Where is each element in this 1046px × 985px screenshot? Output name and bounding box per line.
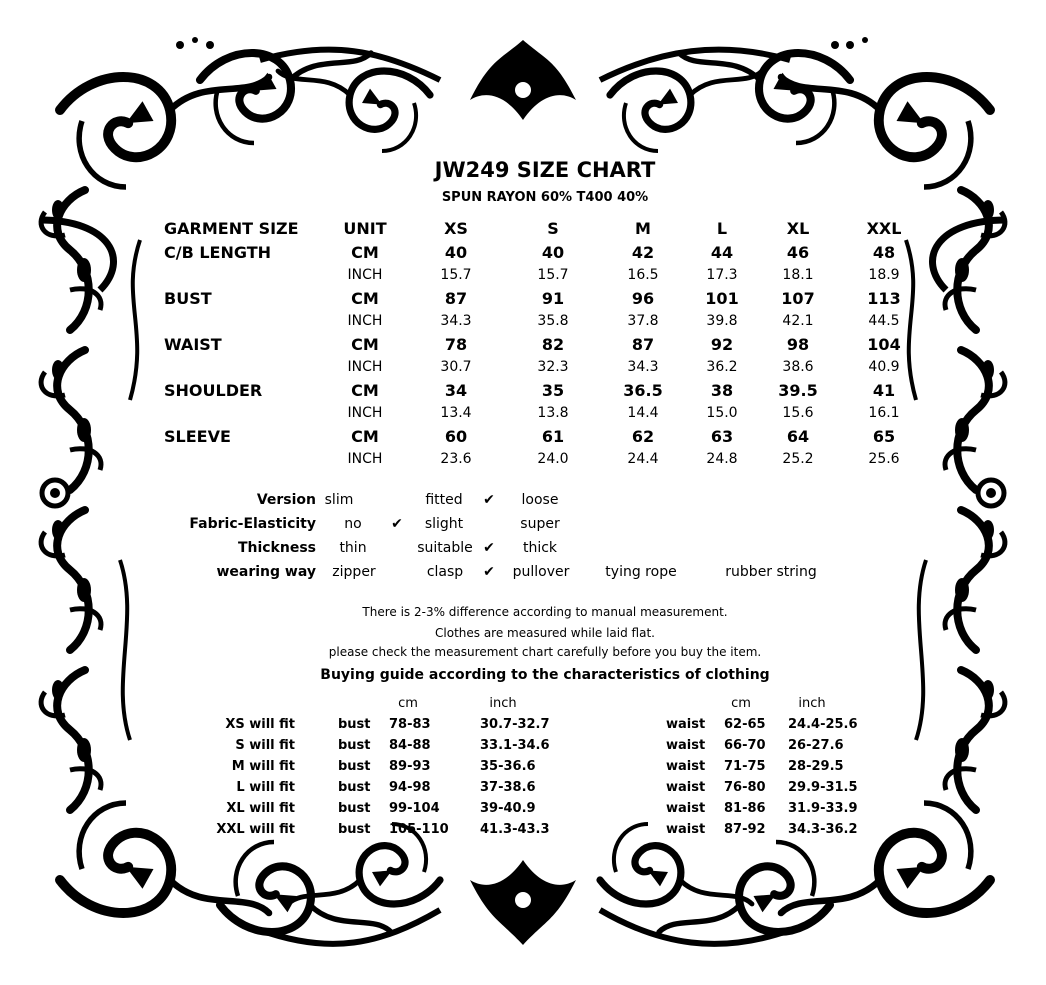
cm-value: 38: [710, 381, 734, 400]
inch-value: 44.5: [868, 313, 900, 329]
inch-value: 14.4: [627, 405, 659, 421]
guide-cm-range: 78-83: [389, 717, 431, 732]
guide-cm-range: 81-86: [724, 801, 766, 816]
cm-value: 40: [541, 243, 565, 262]
guide-size-label: M will fit: [231, 759, 295, 774]
cm-value: 92: [710, 335, 734, 354]
inch-value: 13.4: [440, 405, 472, 421]
inch-value: 18.1: [782, 267, 814, 283]
guide-cm-range: 87-92: [724, 822, 766, 837]
unit-cm: CM: [351, 289, 379, 308]
inch-value: 15.0: [706, 405, 738, 421]
guide-inch-range: 30.7-32.7: [480, 717, 550, 732]
cm-value: 107: [781, 289, 815, 308]
guide-inch-range: 26-27.6: [788, 738, 844, 753]
cm-value: 44: [710, 243, 734, 262]
cm-value: 62: [631, 427, 655, 446]
feature-label: Thickness: [237, 540, 316, 556]
inch-value: 37.8: [627, 313, 659, 329]
cm-value: 101: [705, 289, 739, 308]
inch-value: 30.7: [440, 359, 472, 375]
inch-value: 13.8: [537, 405, 569, 421]
cm-value: 64: [786, 427, 810, 446]
guide-size-label: XL will fit: [226, 801, 295, 816]
feature-option: pullover: [512, 564, 570, 580]
inch-value: 15.6: [782, 405, 814, 421]
measurement-label: BUST: [164, 289, 212, 308]
cm-value: 91: [541, 289, 565, 308]
cm-value: 35: [541, 381, 565, 400]
cm-value: 96: [631, 289, 655, 308]
check-icon: ✔: [483, 492, 495, 508]
guide-inch-header: inch: [798, 696, 826, 711]
guide-cm-range: 99-104: [389, 801, 440, 816]
inch-value: 16.1: [868, 405, 900, 421]
cm-value: 87: [444, 289, 468, 308]
cm-value: 104: [867, 335, 901, 354]
unit-inch: INCH: [347, 405, 383, 421]
feature-label: Version: [256, 492, 316, 508]
guide-inch-range: 31.9-33.9: [788, 801, 858, 816]
guide-size-label: S will fit: [235, 738, 295, 753]
unit-inch: INCH: [347, 267, 383, 283]
cm-value: 78: [444, 335, 468, 354]
feature-option: no: [344, 516, 362, 532]
inch-value: 24.0: [537, 451, 569, 467]
guide-cm-header: cm: [731, 696, 751, 711]
guide-inch-range: 34.3-36.2: [788, 822, 858, 837]
check-icon: ✔: [483, 540, 495, 556]
guide-cm-range: 66-70: [724, 738, 766, 753]
guide-measure: waist: [666, 759, 706, 774]
guide-cm-range: 94-98: [389, 780, 431, 795]
measurement-label: SLEEVE: [164, 427, 231, 446]
unit-cm: CM: [351, 381, 379, 400]
feature-option: zipper: [332, 564, 376, 580]
feature-option: slight: [424, 516, 464, 532]
guide-cm-range: 84-88: [389, 738, 431, 753]
inch-value: 16.5: [627, 267, 659, 283]
frame-right: [906, 190, 1006, 810]
inch-value: 24.4: [627, 451, 659, 467]
inch-value: 38.6: [782, 359, 814, 375]
header-size-xxl: XXL: [866, 219, 902, 238]
feature-option: thick: [522, 540, 558, 556]
guide-inch-range: 41.3-43.3: [480, 822, 550, 837]
guide-cm-range: 76-80: [724, 780, 766, 795]
unit-cm: CM: [351, 335, 379, 354]
header-size-m: M: [635, 219, 651, 238]
page-title: JW249 SIZE CHART: [434, 158, 656, 182]
inch-value: 25.2: [782, 451, 814, 467]
fabric-subtitle: SPUN RAYON 60% T400 40%: [441, 190, 649, 205]
unit-cm: CM: [351, 243, 379, 262]
buying-guide-title: Buying guide according to the characteristics of clothing: [320, 667, 770, 683]
cm-value: 61: [541, 427, 565, 446]
feature-option: thin: [339, 540, 367, 556]
header-size-l: L: [716, 219, 728, 238]
cm-value: 40: [444, 243, 468, 262]
guide-inch-header: inch: [489, 696, 517, 711]
cm-value: 48: [872, 243, 896, 262]
feature-label: Fabric-Elasticity: [189, 516, 316, 532]
header-size-xs: XS: [444, 219, 468, 238]
cm-value: 63: [710, 427, 734, 446]
cm-value: 36.5: [623, 381, 663, 400]
feature-option: tying rope: [605, 564, 677, 580]
inch-value: 15.7: [537, 267, 569, 283]
cm-value: 41: [872, 381, 896, 400]
guide-measure: waist: [666, 780, 706, 795]
inch-value: 40.9: [868, 359, 900, 375]
inch-value: 32.3: [537, 359, 569, 375]
guide-cm-range: 62-65: [724, 717, 766, 732]
feature-option: fitted: [425, 492, 463, 508]
guide-measure: waist: [666, 717, 706, 732]
header-garment-size: GARMENT SIZE: [164, 219, 299, 238]
feature-option: suitable: [417, 540, 473, 556]
inch-value: 39.8: [706, 313, 738, 329]
cm-value: 34: [444, 381, 468, 400]
guide-measure: bust: [338, 801, 371, 816]
cm-value: 113: [867, 289, 901, 308]
guide-measure: waist: [666, 801, 706, 816]
guide-inch-range: 29.9-31.5: [788, 780, 858, 795]
measurement-label: WAIST: [164, 335, 222, 354]
guide-inch-range: 39-40.9: [480, 801, 536, 816]
header-size-xl: XL: [786, 219, 810, 238]
inch-value: 36.2: [706, 359, 738, 375]
guide-size-label: XS will fit: [225, 717, 295, 732]
guide-measure: bust: [338, 738, 371, 753]
unit-inch: INCH: [347, 451, 383, 467]
guide-inch-range: 33.1-34.6: [480, 738, 550, 753]
guide-size-label: XXL will fit: [216, 822, 295, 837]
inch-value: 34.3: [627, 359, 659, 375]
check-icon: ✔: [483, 564, 495, 580]
feature-option: super: [520, 516, 560, 532]
measurement-label: C/B LENGTH: [164, 243, 272, 262]
feature-label: wearing way: [216, 564, 316, 580]
cm-value: 82: [541, 335, 565, 354]
note-line: There is 2-3% difference according to manual measurement.: [362, 605, 728, 619]
guide-measure: waist: [666, 738, 706, 753]
inch-value: 24.8: [706, 451, 738, 467]
guide-inch-range: 35-36.6: [480, 759, 536, 774]
guide-measure: bust: [338, 780, 371, 795]
guide-measure: waist: [666, 822, 706, 837]
guide-inch-range: 37-38.6: [480, 780, 536, 795]
frame-left: [40, 190, 140, 810]
guide-measure: bust: [338, 822, 371, 837]
inch-value: 34.3: [440, 313, 472, 329]
guide-cm-range: 105-110: [389, 822, 449, 837]
unit-inch: INCH: [347, 313, 383, 329]
guide-measure: bust: [338, 717, 371, 732]
inch-value: 17.3: [706, 267, 738, 283]
guide-inch-range: 24.4-25.6: [788, 717, 858, 732]
feature-option: slim: [324, 492, 354, 508]
inch-value: 18.9: [868, 267, 900, 283]
cm-value: 46: [786, 243, 810, 262]
inch-value: 25.6: [868, 451, 900, 467]
cm-value: 65: [872, 427, 896, 446]
guide-inch-range: 28-29.5: [788, 759, 844, 774]
note-line: Clothes are measured while laid flat.: [435, 626, 655, 640]
feature-option: rubber string: [725, 564, 817, 580]
guide-measure: bust: [338, 759, 371, 774]
note-line: please check the measurement chart carefully before you buy the item.: [328, 645, 762, 659]
guide-cm-header: cm: [398, 696, 418, 711]
unit-cm: CM: [351, 427, 379, 446]
guide-size-label: L will fit: [236, 780, 295, 795]
cm-value: 42: [631, 243, 655, 262]
header-unit: UNIT: [343, 219, 387, 238]
guide-cm-range: 89-93: [389, 759, 431, 774]
inch-value: 35.8: [537, 313, 569, 329]
feature-option: clasp: [426, 564, 464, 580]
unit-inch: INCH: [347, 359, 383, 375]
cm-value: 60: [444, 427, 468, 446]
inch-value: 15.7: [440, 267, 472, 283]
measurement-label: SHOULDER: [164, 381, 263, 400]
inch-value: 23.6: [440, 451, 472, 467]
guide-cm-range: 71-75: [724, 759, 766, 774]
inch-value: 42.1: [782, 313, 814, 329]
cm-value: 87: [631, 335, 655, 354]
check-icon: ✔: [391, 516, 403, 532]
cm-value: 98: [786, 335, 810, 354]
feature-option: loose: [521, 492, 559, 508]
header-size-s: S: [547, 219, 559, 238]
cm-value: 39.5: [778, 381, 818, 400]
